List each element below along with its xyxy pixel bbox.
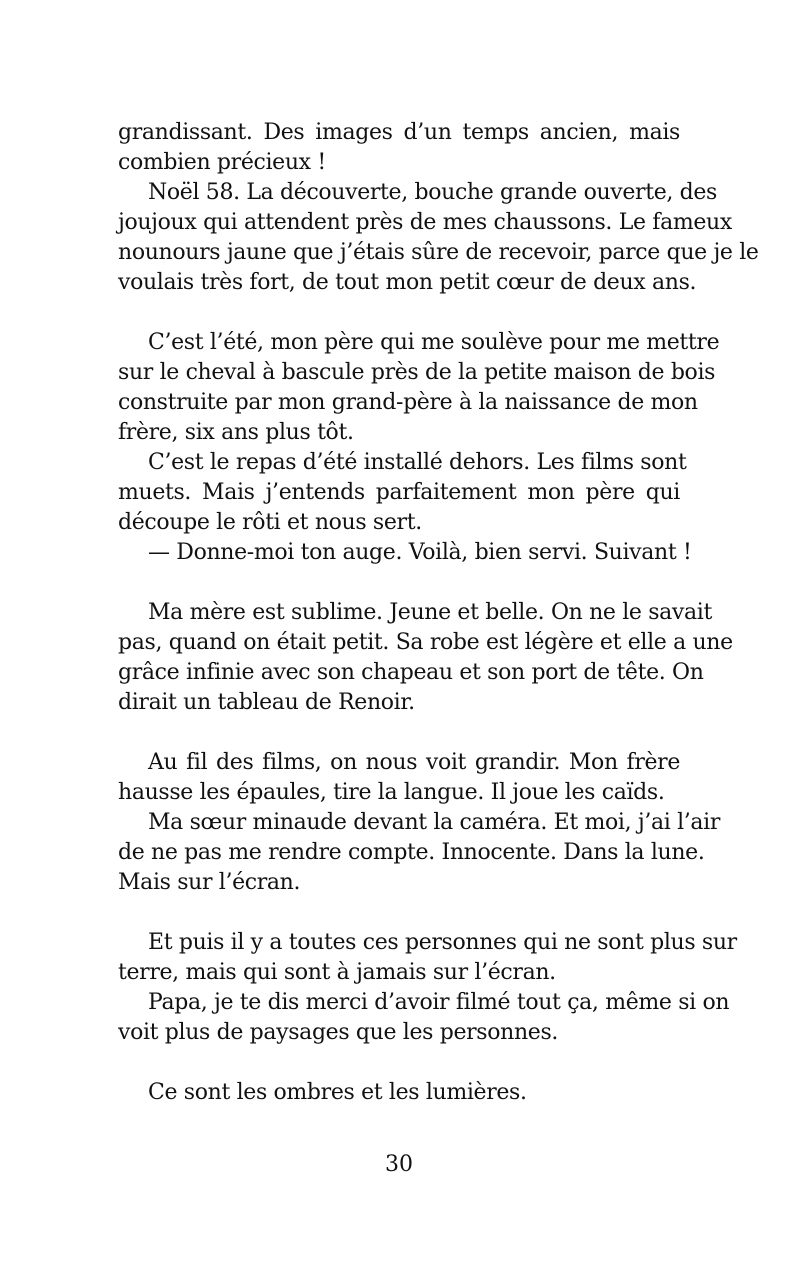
dialogue-line: — Donne-moi ton auge. Voilà, bien servi. Suivant !	[148, 540, 692, 565]
section-break	[118, 898, 680, 928]
text-line: Au fil des films, on nous voit grandir. Mon frère	[148, 750, 680, 775]
text-line: joujoux qui attendent près de mes chaussons. Le fameux	[118, 210, 732, 235]
text-line: voulais très fort, de tout mon petit cœur de deux ans.	[118, 270, 697, 295]
text-line: Et puis il y a toutes ces personnes qui ne sont plus sur	[148, 930, 737, 955]
body-text	[118, 118, 759, 1108]
text-line: voit plus de paysages que les personnes.	[118, 1020, 559, 1045]
section-break	[118, 298, 680, 328]
text-line: Ma sœur minaude devant la caméra. Et moi, j’ai l’air	[148, 810, 721, 835]
text-line: hausse les épaules, tire la langue. Il joue les caïds.	[118, 780, 665, 805]
text-line: dirait un tableau de Renoir.	[118, 690, 415, 715]
section-break	[118, 568, 680, 598]
text-line: C’est l’été, mon père qui me soulève pour me mettre	[148, 330, 720, 355]
text-line: de ne pas me rendre compte. Innocente. Dans la lune.	[118, 840, 705, 865]
text-line: Noël 58. La découverte, bouche grande ouverte, des	[148, 180, 717, 205]
text-line: grâce infinie avec son chapeau et son port de tête. On	[118, 660, 704, 685]
section-break	[118, 718, 680, 748]
text-line: pas, quand on était petit. Sa robe est légère et elle a une	[118, 630, 733, 655]
text-line: frère, six ans plus tôt.	[118, 420, 354, 445]
section-break	[118, 1048, 680, 1078]
text-line: découpe le rôti et nous sert.	[118, 510, 422, 535]
text-line: C’est le repas d’été installé dehors. Les films sont	[148, 450, 687, 475]
text-line: Ce sont les ombres et les lumières.	[148, 1080, 527, 1105]
text-line: sur le cheval à bascule près de la petite maison de bois	[118, 360, 716, 385]
text-line: grandissant. Des images d’un temps ancien, mais	[118, 120, 680, 145]
page-number: 30	[385, 1152, 413, 1177]
text-line: Ma mère est sublime. Jeune et belle. On ne le savait	[148, 600, 712, 625]
text-line: muets. Mais j’entends parfaitement mon père qui	[118, 480, 680, 505]
text-line: nounours jaune que j’étais sûre de recevoir, parce que je le	[118, 240, 759, 265]
text-line: Papa, je te dis merci d’avoir filmé tout ça, même si on	[148, 990, 730, 1015]
text-line: construite par mon grand-père à la naissance de mon	[118, 390, 698, 415]
text-line: combien précieux !	[118, 150, 326, 175]
text-line: terre, mais qui sont à jamais sur l’écran.	[118, 960, 556, 985]
text-line: Mais sur l’écran.	[118, 870, 301, 895]
